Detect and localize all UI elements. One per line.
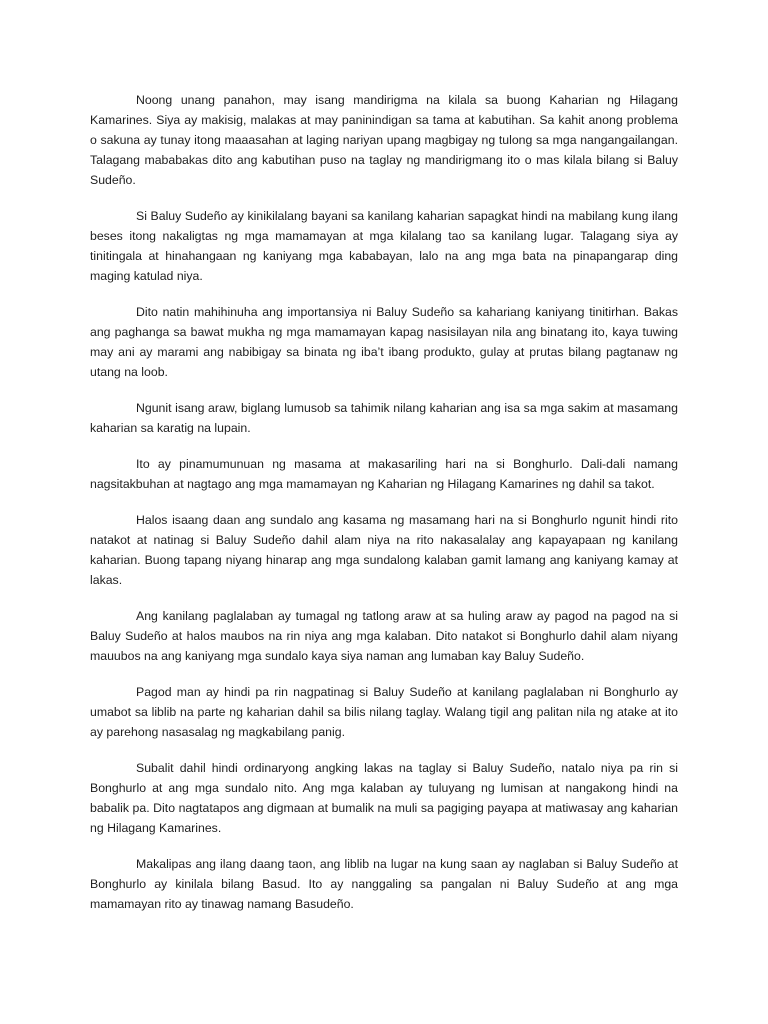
paragraph-3: Dito natin mahihinuha ang importansiya ni Baluy Sudeño sa kahariang kaniyang tinitirhan. Bakas ang paghanga sa bawat mukha ng mga mamamayan kapag nasisilayan nila ang binatang ito, kaya tuwing may ani ay marami ang nabibigay sa binata ng iba’t ibang produkto, gulay at prutas bilang pagtanaw ng utang na loob. (90, 305, 678, 379)
paragraph-5: Ito ay pinamumunuan ng masama at makasariling hari na si Bonghurlo. Dali-dali namang nagsitakbuhan at nagtago ang mga mamamayan ng Kaharian ng Hilagang Kamarines ng dahil sa takot. (90, 457, 678, 491)
paragraph-2: Si Baluy Sudeño ay kinikilalang bayani sa kanilang kaharian sapagkat hindi na mabilang kung ilang beses itong nakaligtas ng mga mamamayan at mga kilalang tao sa kanilang lugar. Talagang siya ay tinitingala at hinahangaan ng kaniyang mga kababayan, lalo na ang mga bata na pinapangarap ding maging katulad niya. (90, 209, 678, 283)
paragraph-8: Pagod man ay hindi pa rin nagpatinag si Baluy Sudeño at kanilang paglalaban ni Bonghurlo ay umabot sa liblib na parte ng kaharian dahil sa bilis nilang taglay. Walang tigil ang palitan nila ng atake at ito ay parehong nasasalag ng magkabilang panig. (90, 685, 678, 739)
paragraph-9: Subalit dahil hindi ordinaryong angking lakas na taglay si Baluy Sudeño, natalo niya pa rin si Bonghurlo at ang mga sundalo nito. Ang mga kalaban ay tuluyang ng lumisan at nangakong hindi na babalik pa. Dito nagtatapos ang digmaan at bumalik na muli sa pagiging payapa at matiwasay ang kaharian ng Hilagang Kamarines. (90, 761, 678, 835)
paragraph-6: Halos isaang daan ang sundalo ang kasama ng masamang hari na si Bonghurlo ngunit hindi rito natakot at natinag si Baluy Sudeño dahil alam niya na rito nakasalalay ang kapayapaan ng kanilang kaharian. Buong tapang niyang hinarap ang mga sundalong kalaban gamit lamang ang kaniyang kamay at lakas. (90, 513, 678, 587)
paragraph-7: Ang kanilang paglalaban ay tumagal ng tatlong araw at sa huling araw ay pagod na pagod na si Baluy Sudeño at halos maubos na rin niya ang mga kalaban. Dito natakot si Bonghurlo dahil alam niyang mauubos na ang kaniyang mga sundalo kaya siya naman ang lumaban kay Baluy Sudeño. (90, 609, 678, 663)
paragraph-10: Makalipas ang ilang daang taon, ang liblib na lugar na kung saan ay naglaban si Baluy Sudeño at Bonghurlo ay kinilala bilang Basud. Ito ay nanggaling sa pangalan ni Baluy Sudeño at ang mga mamamayan rito ay tinawag namang Basudeño. (90, 857, 678, 911)
paragraph-1: Noong unang panahon, may isang mandirigma na kilala sa buong Kaharian ng Hilagang Kamarines. Siya ay makisig, malakas at may paninindigan sa tama at kabutihan. Sa kahit anong problema o sakuna ay tunay itong maaasahan at laging nariyan upang magbigay ng tulong sa mga nangangailangan. Talagang mababakas dito ang kabutihan puso na taglay ng mandirigmang ito o mas kilala bilang si Baluy Sudeño. (90, 93, 678, 187)
paragraph-4: Ngunit isang araw, biglang lumusob sa tahimik nilang kaharian ang isa sa mga sakim at masamang kaharian sa karatig na lupain. (90, 401, 678, 435)
